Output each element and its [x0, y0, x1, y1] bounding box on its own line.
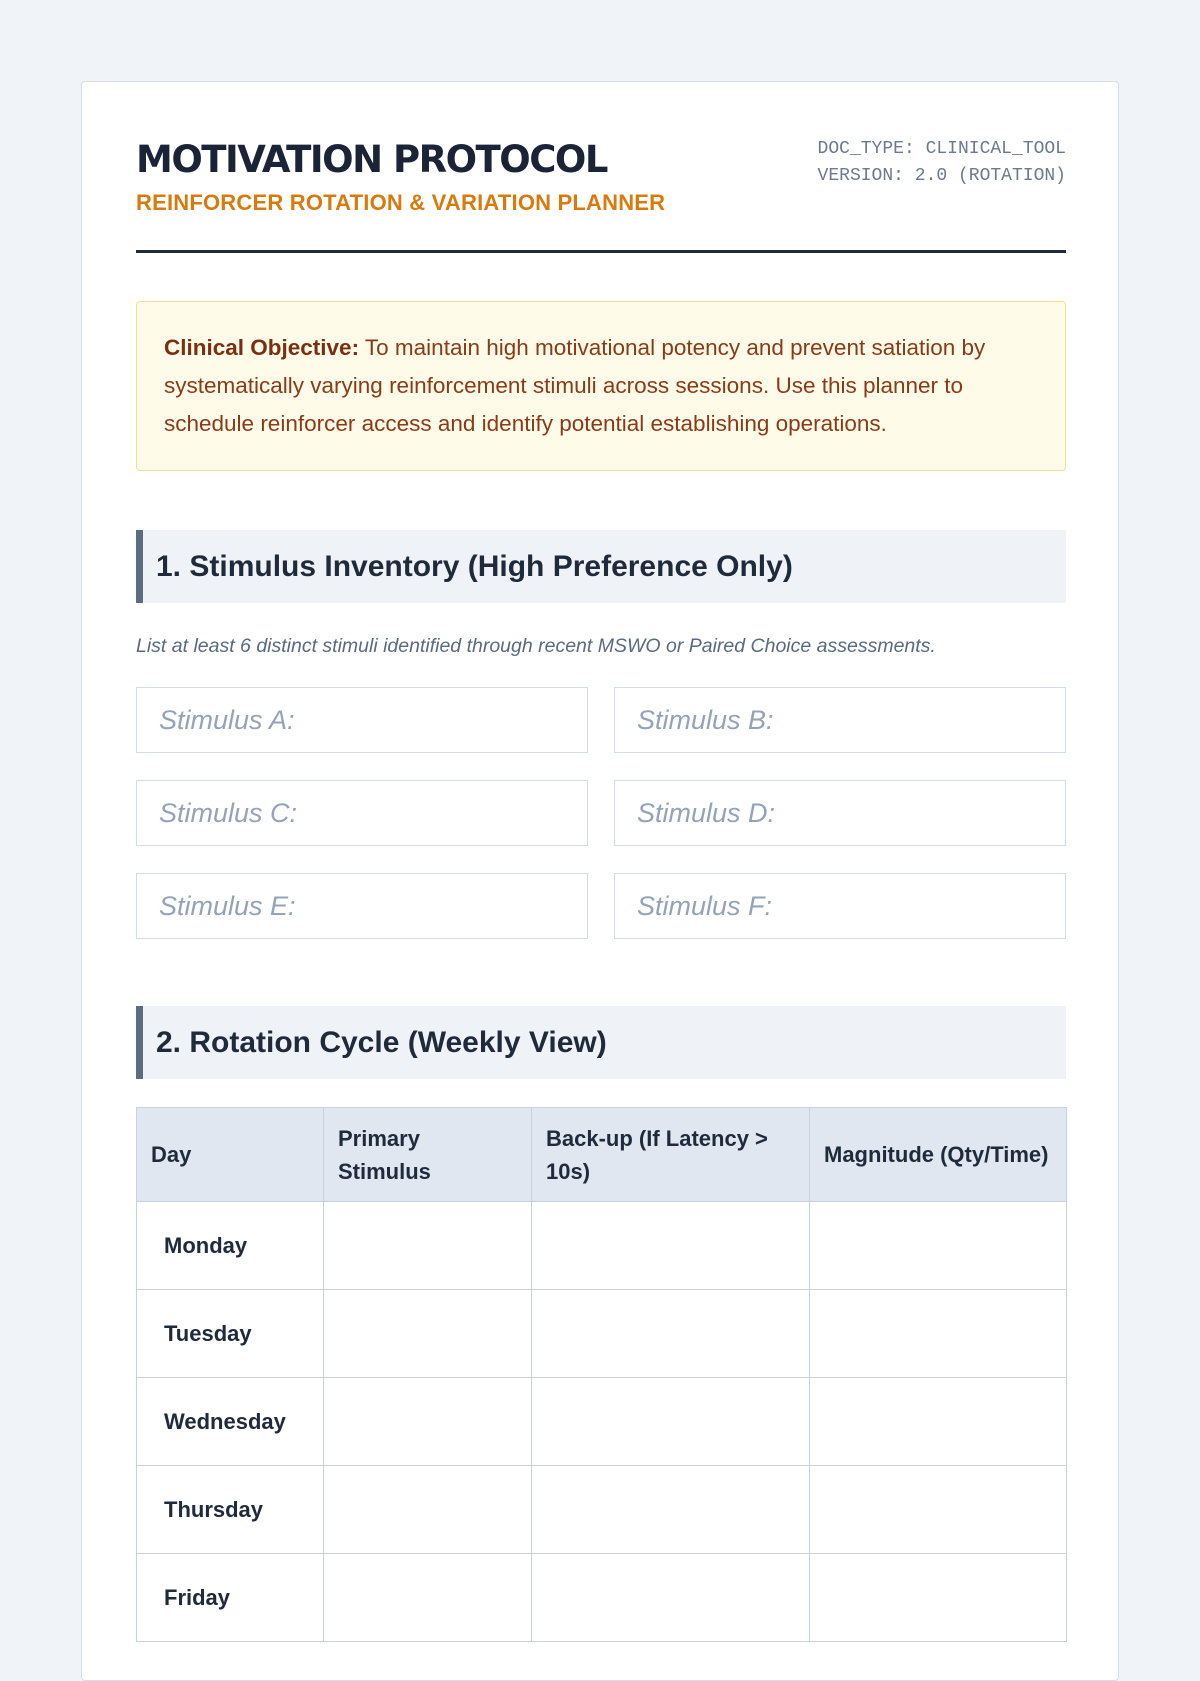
section-title: 2. Rotation Cycle (Weekly View) — [156, 1026, 607, 1059]
day-cell: Thursday — [137, 1466, 324, 1554]
document-header — [136, 132, 1066, 253]
backup-stimulus-cell[interactable] — [532, 1466, 810, 1554]
magnitude-cell[interactable] — [810, 1378, 1067, 1466]
document-meta — [818, 136, 1066, 190]
table-row — [137, 1290, 1067, 1378]
primary-stimulus-cell[interactable] — [324, 1378, 532, 1466]
column-header-day: Day — [137, 1108, 324, 1202]
column-header-primary-stimulus: Primary Stimulus — [324, 1108, 532, 1202]
backup-stimulus-cell[interactable] — [532, 1202, 810, 1290]
magnitude-cell[interactable] — [810, 1466, 1067, 1554]
document-sheet — [81, 81, 1119, 1681]
magnitude-cell[interactable] — [810, 1554, 1067, 1642]
day-cell: Tuesday — [137, 1290, 324, 1378]
backup-stimulus-cell[interactable] — [532, 1378, 810, 1466]
rotation-table — [136, 1107, 1067, 1642]
stimulus-d-field[interactable] — [614, 780, 1066, 846]
meta-doc-type: DOC_TYPE: CLINICAL_TOOL — [817, 139, 1066, 159]
stimulus-f-field[interactable] — [614, 873, 1066, 939]
day-cell: Friday — [137, 1554, 324, 1642]
backup-stimulus-cell[interactable] — [532, 1290, 810, 1378]
primary-stimulus-cell[interactable] — [324, 1554, 532, 1642]
magnitude-cell[interactable] — [810, 1202, 1067, 1290]
meta-version: VERSION: 2.0 (ROTATION) — [817, 166, 1066, 186]
stimulus-field-grid — [136, 687, 1066, 937]
page-title: MOTIVATION PROTOCOL — [136, 138, 607, 181]
objective-text: To maintain high motivational potency and prevent satiation by systematically varying reinforcement stimuli across sessions. Use this planner to schedule reinforcer access and identify potential establishing operations. — [164, 335, 986, 436]
day-cell: Monday — [137, 1202, 324, 1290]
stimulus-b-field[interactable] — [614, 687, 1066, 753]
primary-stimulus-cell[interactable] — [324, 1466, 532, 1554]
table-row — [137, 1202, 1067, 1290]
column-header-magnitude: Magnitude (Qty/Time) — [810, 1108, 1067, 1202]
section-hint: List at least 6 distinct stimuli identified through recent MSWO or Paired Choice assessments. — [136, 635, 936, 657]
column-header-backup: Back-up (If Latency > 10s) — [532, 1108, 810, 1202]
stimulus-e-field[interactable] — [136, 873, 588, 939]
stimulus-a-field[interactable] — [136, 687, 588, 753]
objective-label: Clinical Objective: — [164, 335, 360, 360]
day-cell: Wednesday — [137, 1378, 324, 1466]
objective-callout — [136, 301, 1066, 471]
table-row — [137, 1378, 1067, 1466]
backup-stimulus-cell[interactable] — [532, 1554, 810, 1642]
primary-stimulus-cell[interactable] — [324, 1290, 532, 1378]
table-header-row — [137, 1108, 1067, 1202]
page-subtitle: REINFORCER ROTATION & VARIATION PLANNER — [136, 190, 666, 215]
section-stimulus-inventory — [136, 530, 1066, 603]
section-rotation-cycle — [136, 1006, 1066, 1079]
table-row — [137, 1554, 1067, 1642]
section-title: 1. Stimulus Inventory (High Preference Only) — [156, 550, 793, 583]
table-row — [137, 1466, 1067, 1554]
magnitude-cell[interactable] — [810, 1290, 1067, 1378]
primary-stimulus-cell[interactable] — [324, 1202, 532, 1290]
stimulus-c-field[interactable] — [136, 780, 588, 846]
